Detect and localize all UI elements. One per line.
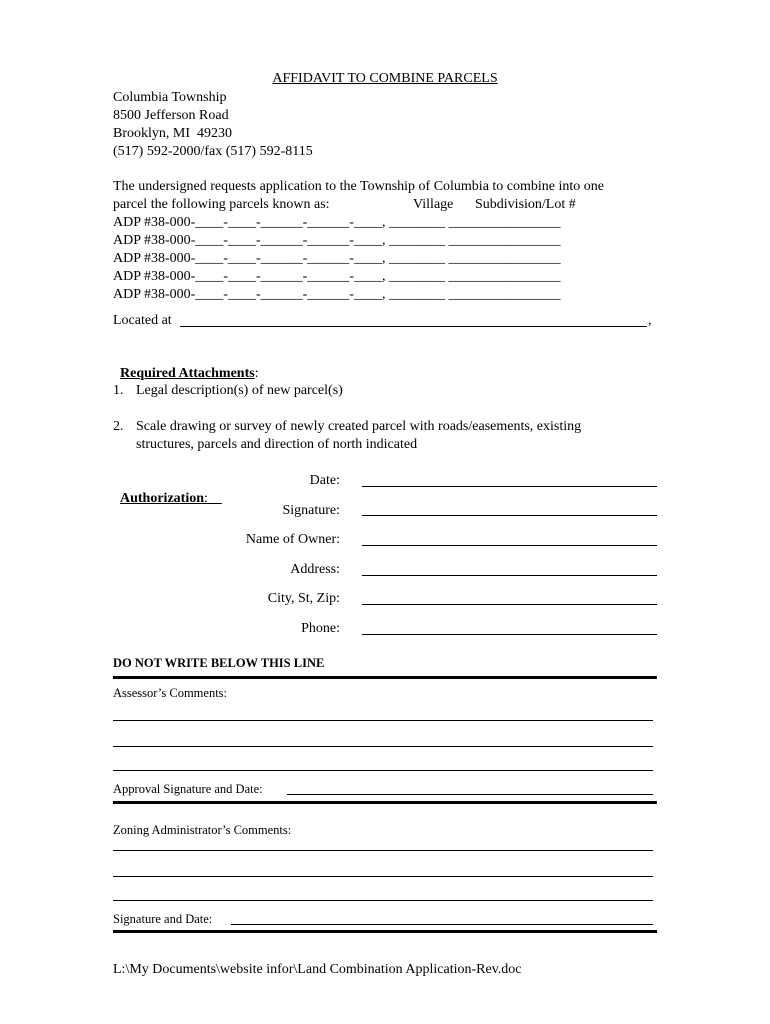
located-at-comma: , — [648, 313, 652, 328]
document-title: AFFIDAVIT TO COMBINE PARCELS — [272, 71, 498, 86]
township-phone: (517) 592-2000/fax (517) 592-8115 — [113, 144, 313, 159]
phone-label: Phone: — [301, 621, 340, 636]
adp-row-3[interactable]: ADP #38-000-____-____-______-______-____, ________ ________________ — [113, 251, 561, 266]
assessor-comment-line-1[interactable] — [113, 720, 653, 721]
zoning-comment-line-3[interactable] — [113, 900, 653, 901]
township-name: Columbia Township — [113, 90, 227, 105]
adp-row-2[interactable]: ADP #38-000-____-____-______-______-____, ________ ________________ — [113, 233, 561, 248]
signature-field[interactable] — [362, 515, 657, 516]
attachment-1-text: Legal description(s) of new parcel(s) — [136, 383, 343, 398]
owner-name-label: Name of Owner: — [245, 532, 340, 547]
do-not-write-notice: DO NOT WRITE BELOW THIS LINE — [113, 656, 325, 670]
zoning-comments-label: Zoning Administrator’s Comments: — [113, 823, 292, 837]
attachment-2-text-line1: Scale drawing or survey of newly created parcel with roads/easements, existing — [136, 419, 582, 434]
divider-thick-1 — [113, 676, 657, 679]
address-label: Address: — [290, 562, 340, 577]
zoning-comment-line-1[interactable] — [113, 850, 653, 851]
located-at-label: Located at — [113, 313, 172, 328]
subdivision-header: Subdivision/Lot # — [475, 197, 576, 212]
assessor-comment-line-3[interactable] — [113, 770, 653, 771]
adp-row-1[interactable]: ADP #38-000-____-____-______-______-____, ________ ________________ — [113, 215, 561, 230]
attachments-heading: Required Attachments — [120, 366, 255, 381]
date-label: Date: — [309, 473, 340, 488]
village-header: Village — [413, 197, 454, 212]
phone-field[interactable] — [362, 634, 657, 635]
date-field[interactable] — [362, 486, 657, 487]
township-city: Brooklyn, MI 49230 — [113, 126, 232, 141]
signature-date-label: Signature and Date: — [113, 912, 213, 926]
city-st-zip-label: City, St, Zip: — [267, 591, 340, 606]
authorization-heading: Authorization — [120, 491, 204, 506]
approval-signature-label: Approval Signature and Date: — [113, 782, 263, 796]
signature-date-field[interactable] — [231, 924, 653, 925]
divider-thick-3 — [113, 930, 657, 933]
city-st-zip-field[interactable] — [362, 604, 657, 605]
footer-file-path: L:\My Documents\website infor\Land Combination Application-Rev.doc — [113, 962, 522, 977]
intro-line-2: parcel the following parcels known as: — [113, 197, 330, 212]
attachments-heading-colon: : — [254, 366, 259, 381]
zoning-comment-line-2[interactable] — [113, 876, 653, 877]
attachment-2-number: 2. — [113, 419, 124, 434]
address-field[interactable] — [362, 575, 657, 576]
assessor-comments-label: Assessor’s Comments: — [113, 686, 228, 700]
adp-row-4[interactable]: ADP #38-000-____-____-______-______-____, ________ ________________ — [113, 269, 561, 284]
approval-signature-field[interactable] — [287, 794, 653, 795]
authorization-heading-colon: : — [204, 491, 208, 506]
intro-line-1: The undersigned requests application to the Township of Columbia to combine into one — [113, 179, 605, 194]
attachment-1-number: 1. — [113, 383, 124, 398]
township-street: 8500 Jefferson Road — [113, 108, 229, 123]
divider-thick-2 — [113, 801, 657, 804]
owner-name-field[interactable] — [362, 545, 657, 546]
located-at-field[interactable] — [180, 326, 647, 327]
adp-row-5[interactable]: ADP #38-000-____-____-______-______-____, ________ ________________ — [113, 287, 561, 302]
assessor-comment-line-2[interactable] — [113, 746, 653, 747]
signature-label: Signature: — [282, 503, 340, 518]
attachment-2-text-line2: structures, parcels and direction of north indicated — [136, 437, 418, 452]
